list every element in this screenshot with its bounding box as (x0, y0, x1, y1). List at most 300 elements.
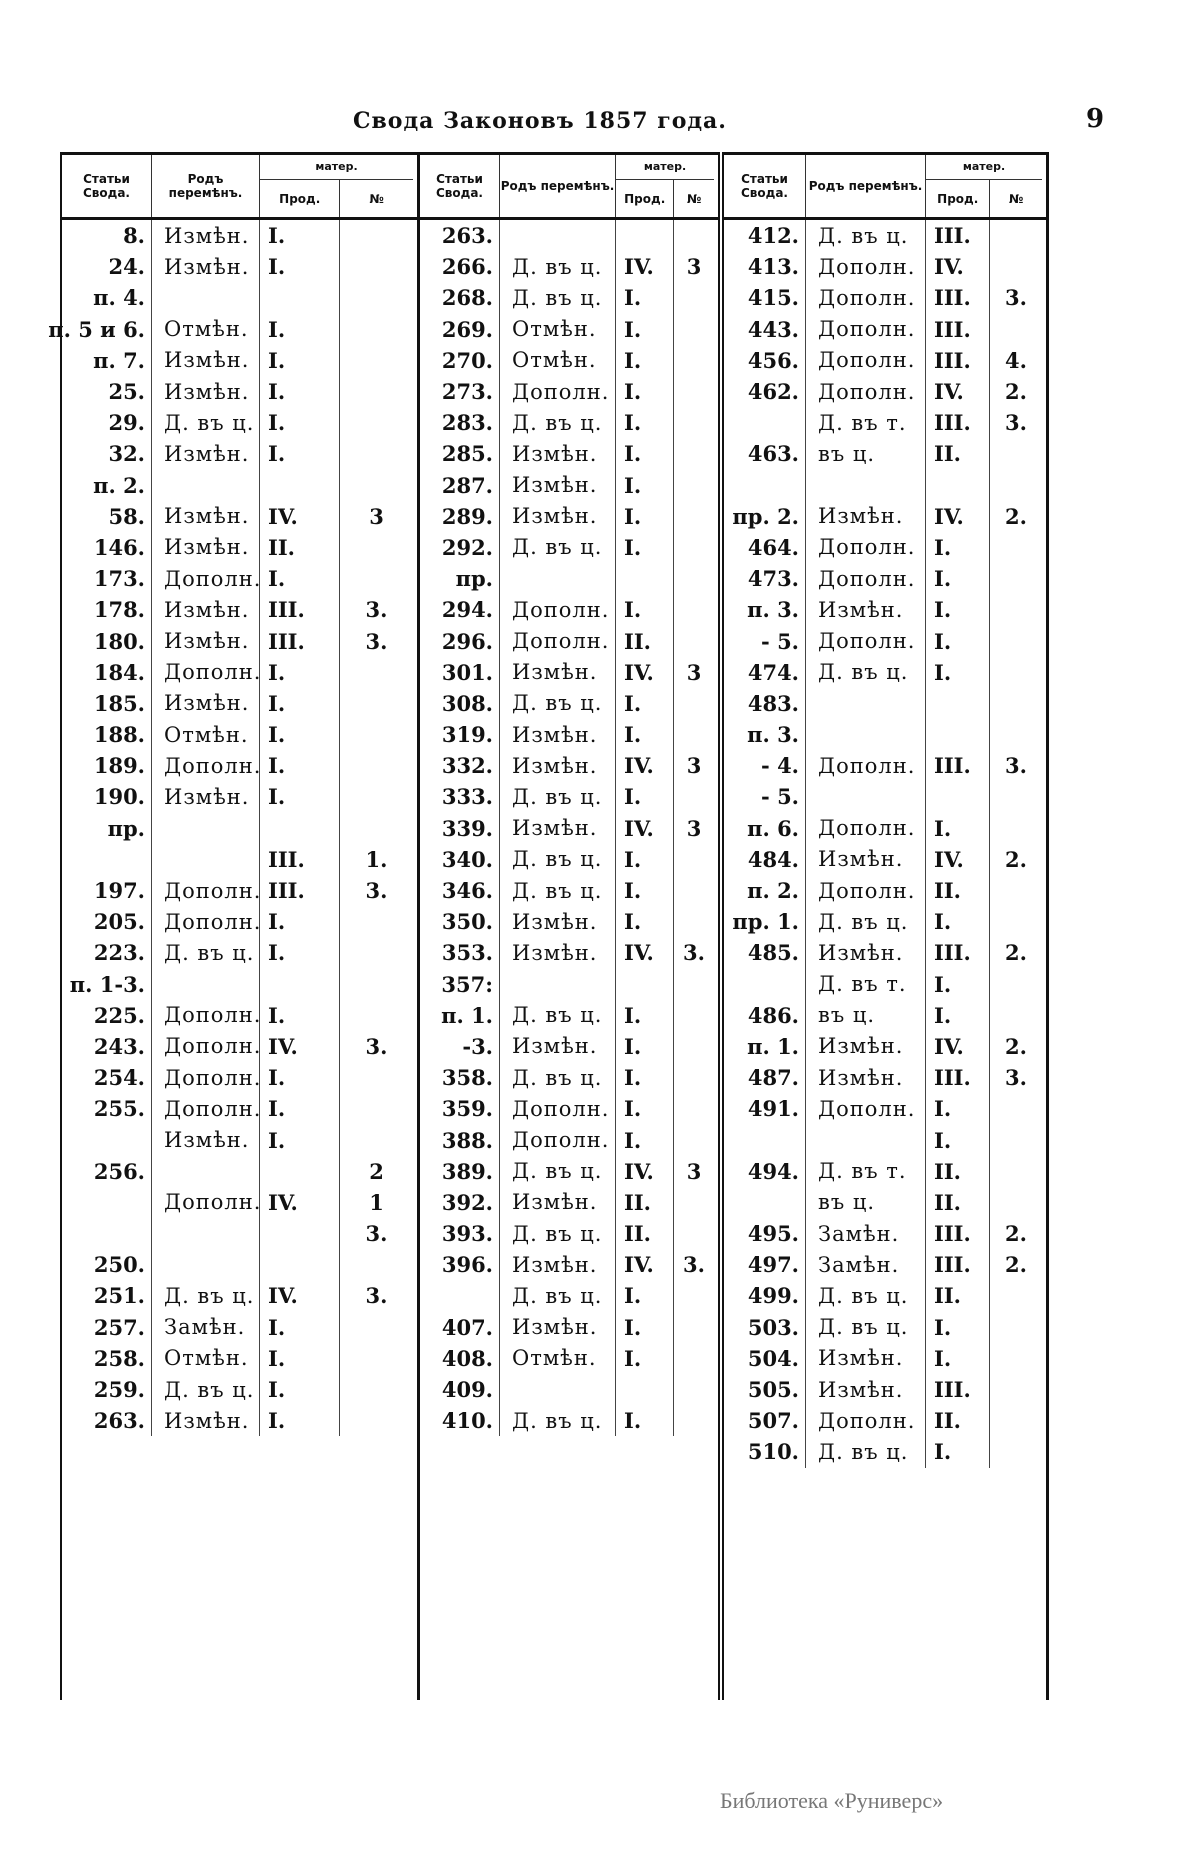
header-group (260, 155, 413, 217)
prod-cell: IV. (616, 1156, 674, 1187)
table-row (724, 719, 1046, 750)
table-row (724, 1405, 1046, 1436)
header-group (616, 155, 714, 217)
number-cell: 2. (1005, 1252, 1027, 1278)
header-change-type: Родъ перемѣнъ. (152, 155, 260, 217)
change-type-cell: Д. въ ц. (806, 1312, 926, 1343)
prod-cell: I. (260, 1093, 340, 1124)
table-row (62, 750, 417, 781)
number-cell (340, 1374, 413, 1405)
number-cell (990, 1405, 1042, 1436)
number-cell (340, 1093, 413, 1124)
number-cell: 2. (1005, 379, 1027, 405)
article-cell: 494. (724, 1156, 806, 1187)
prod-cell (260, 1156, 340, 1187)
number-cell (340, 251, 413, 282)
header-no: № (686, 191, 702, 206)
table-row (724, 1000, 1046, 1031)
number-cell (674, 1062, 714, 1093)
number-cell (990, 719, 1042, 750)
article-cell: 29. (62, 407, 152, 438)
table-row (420, 251, 718, 282)
change-type-cell: Измѣн. (152, 438, 260, 469)
article-cell: 25. (62, 376, 152, 407)
prod-cell: III. (260, 844, 340, 875)
table-row (724, 1249, 1046, 1280)
number-cell: 3 (686, 815, 702, 841)
table-row (724, 532, 1046, 563)
change-type-cell: Д. въ т. (806, 969, 926, 1000)
number-cell (674, 594, 714, 625)
article-cell: 495. (724, 1218, 806, 1249)
prod-cell: IV. (926, 376, 990, 407)
table-row (724, 1093, 1046, 1124)
prod-cell: II. (260, 532, 340, 563)
change-type-cell (152, 282, 260, 313)
table-row (724, 969, 1046, 1000)
change-type-cell: Измѣн. (500, 750, 616, 781)
table-row (62, 813, 417, 844)
prod-cell: IV. (616, 251, 674, 282)
prod-cell: III. (926, 345, 990, 376)
number-cell (340, 1249, 413, 1280)
number-cell (340, 563, 413, 594)
article-cell: 333. (420, 781, 500, 812)
table-row (724, 501, 1046, 532)
number-cell (990, 563, 1042, 594)
prod-cell: I. (260, 1062, 340, 1093)
table-row (420, 781, 718, 812)
table-row (420, 1000, 718, 1031)
table-row (62, 251, 417, 282)
article-cell: 462. (724, 376, 806, 407)
prod-cell: II. (616, 625, 674, 656)
article-cell (724, 1187, 806, 1218)
article-cell (724, 969, 806, 1000)
change-type-cell: Дополн. (152, 1062, 260, 1093)
prod-cell: I. (616, 1312, 674, 1343)
number-cell (990, 1124, 1042, 1155)
prod-cell: I. (616, 719, 674, 750)
table-row (724, 781, 1046, 812)
number-cell (990, 1156, 1042, 1187)
prod-cell (616, 969, 674, 1000)
article-cell: 184. (62, 657, 152, 688)
article-cell: п. 1-3. (62, 969, 152, 1000)
number-cell (674, 1093, 714, 1124)
change-type-cell: Д. въ т. (806, 407, 926, 438)
number-cell (674, 438, 714, 469)
prod-cell: IV. (616, 657, 674, 688)
table-row (420, 594, 718, 625)
prod-cell: IV. (926, 251, 990, 282)
table-row (724, 625, 1046, 656)
article-cell: 263. (62, 1405, 152, 1436)
prod-cell: I. (616, 1343, 674, 1374)
article-cell: 497. (724, 1249, 806, 1280)
table-row (62, 532, 417, 563)
change-type-cell: Д. въ ц. (500, 532, 616, 563)
table-row (62, 376, 417, 407)
number-cell: 3. (365, 878, 388, 904)
article-cell: 250. (62, 1249, 152, 1280)
prod-cell: III. (926, 314, 990, 345)
article-cell: 225. (62, 1000, 152, 1031)
prod-cell: I. (616, 781, 674, 812)
number-cell: 1. (365, 846, 388, 872)
article-cell: 259. (62, 1374, 152, 1405)
change-type-cell: Измѣн. (152, 1405, 260, 1436)
change-type-cell: Дополн. (152, 750, 260, 781)
article-cell: 483. (724, 688, 806, 719)
prod-cell: I. (616, 1000, 674, 1031)
article-cell: 308. (420, 688, 500, 719)
header-change-type: Родъ перемѣнъ. (806, 155, 926, 217)
article-cell: 505. (724, 1374, 806, 1405)
change-type-cell: Отмѣн. (500, 314, 616, 345)
article-cell: 173. (62, 563, 152, 594)
article-cell: пр. (62, 813, 152, 844)
number-cell: 3 (686, 659, 702, 685)
change-type-cell: Измѣн. (152, 220, 260, 251)
number-cell (340, 345, 413, 376)
prod-cell: I. (926, 563, 990, 594)
change-type-cell: Д. въ ц. (500, 1062, 616, 1093)
article-cell: п. 4. (62, 282, 152, 313)
prod-cell: II. (926, 1187, 990, 1218)
table-row (420, 438, 718, 469)
change-type-cell: Д. въ ц. (806, 1280, 926, 1311)
prod-cell: I. (616, 688, 674, 719)
article-cell: 197. (62, 875, 152, 906)
change-type-cell: Д. въ т. (806, 1156, 926, 1187)
table-row (724, 813, 1046, 844)
table-row (724, 376, 1046, 407)
change-type-cell: Д. въ ц. (152, 407, 260, 438)
table-row (62, 594, 417, 625)
table-row (420, 844, 718, 875)
article-cell: 251. (62, 1280, 152, 1311)
article-cell: 256. (62, 1156, 152, 1187)
number-cell (990, 1374, 1042, 1405)
table-row (724, 438, 1046, 469)
number-cell (674, 470, 714, 501)
number-cell (674, 906, 714, 937)
table-row (420, 719, 718, 750)
number-cell: 2. (1005, 1033, 1027, 1059)
change-type-cell: Дополн. (806, 251, 926, 282)
number-cell: 3. (1005, 410, 1027, 436)
article-cell: 412. (724, 220, 806, 251)
number-cell: 3 (369, 503, 384, 529)
prod-cell: IV. (616, 937, 674, 968)
prod-cell: I. (926, 625, 990, 656)
number-cell (340, 1000, 413, 1031)
change-type-cell: Измѣн. (500, 438, 616, 469)
number-cell: 2. (1005, 940, 1027, 966)
article-cell: пр. 1. (724, 906, 806, 937)
change-type-cell: Измѣн. (152, 501, 260, 532)
change-type-cell: Дополн. (152, 1000, 260, 1031)
header-no: № (369, 191, 384, 206)
change-type-cell (152, 813, 260, 844)
table-row (62, 1312, 417, 1343)
table-row (724, 1187, 1046, 1218)
table-row (724, 1156, 1046, 1187)
prod-cell: I. (616, 345, 674, 376)
table-row (62, 407, 417, 438)
change-type-cell: Д. въ ц. (152, 937, 260, 968)
header-article: Статьи Свода. (62, 155, 152, 217)
table-header (724, 152, 1046, 220)
change-type-cell (500, 1374, 616, 1405)
number-cell (674, 314, 714, 345)
table-row (724, 220, 1046, 251)
table-row (62, 844, 417, 875)
article-cell: 485. (724, 937, 806, 968)
number-cell: 3 (686, 753, 702, 779)
number-cell (340, 438, 413, 469)
change-type-cell (500, 220, 616, 251)
table-row (724, 470, 1046, 501)
article-cell: 392. (420, 1187, 500, 1218)
table-row (62, 1187, 417, 1218)
number-cell: 3 (686, 254, 702, 280)
article-cell: 266. (420, 251, 500, 282)
number-cell (990, 875, 1042, 906)
table-row (62, 470, 417, 501)
prod-cell: I. (260, 1124, 340, 1155)
table-rows (420, 220, 718, 1436)
change-type-cell: Дополн. (152, 1093, 260, 1124)
change-type-cell: Дополн. (806, 1405, 926, 1436)
table-row (420, 1187, 718, 1218)
change-type-cell: Измѣн. (152, 688, 260, 719)
change-type-cell: Измѣн. (500, 657, 616, 688)
prod-cell: I. (926, 969, 990, 1000)
table-row (62, 625, 417, 656)
number-cell (990, 781, 1042, 812)
prod-cell: IV. (926, 501, 990, 532)
header-article: Статьи Свода. (724, 155, 806, 217)
table-row (724, 937, 1046, 968)
number-cell (674, 1280, 714, 1311)
table-row (62, 563, 417, 594)
number-cell (674, 1374, 714, 1405)
article-cell: 388. (420, 1124, 500, 1155)
table-row (724, 407, 1046, 438)
number-cell (990, 1093, 1042, 1124)
prod-cell: III. (926, 1062, 990, 1093)
change-type-cell: Д. въ ц. (500, 844, 616, 875)
table-row (420, 220, 718, 251)
table-row (62, 1124, 417, 1155)
article-cell: 270. (420, 345, 500, 376)
number-cell (340, 1343, 413, 1374)
article-cell: 408. (420, 1343, 500, 1374)
prod-cell: IV. (616, 750, 674, 781)
change-type-cell: Д. въ ц. (500, 875, 616, 906)
article-cell: 285. (420, 438, 500, 469)
article-cell: 268. (420, 282, 500, 313)
table-row (62, 1218, 417, 1249)
table-row (62, 969, 417, 1000)
prod-cell: I. (260, 719, 340, 750)
change-type-cell (806, 688, 926, 719)
header-no: № (1009, 191, 1024, 206)
change-type-cell: Дополн. (500, 625, 616, 656)
change-type-cell (152, 969, 260, 1000)
prod-cell (260, 1218, 340, 1249)
change-type-cell: Измѣн. (500, 937, 616, 968)
change-type-cell: Д. въ ц. (806, 220, 926, 251)
article-cell: 359. (420, 1093, 500, 1124)
prod-cell: I. (260, 251, 340, 282)
number-cell: 3. (365, 628, 388, 654)
change-type-cell: Дополн. (806, 750, 926, 781)
change-type-cell (152, 1249, 260, 1280)
prod-cell: II. (926, 1280, 990, 1311)
number-cell (674, 532, 714, 563)
number-cell: 2. (1005, 1221, 1027, 1247)
number-cell (990, 1312, 1042, 1343)
table-row (420, 1405, 718, 1436)
article-cell: п. 2. (724, 875, 806, 906)
prod-cell: I. (616, 376, 674, 407)
prod-cell: II. (616, 1187, 674, 1218)
change-type-cell (806, 781, 926, 812)
prod-cell: III. (260, 625, 340, 656)
change-type-cell: Отмѣн. (152, 314, 260, 345)
change-type-cell: Дополн. (152, 906, 260, 937)
prod-cell: III. (926, 1374, 990, 1405)
change-type-cell (500, 969, 616, 1000)
table-row (420, 563, 718, 594)
article-cell: 486. (724, 1000, 806, 1031)
article-cell: 180. (62, 625, 152, 656)
number-cell (674, 688, 714, 719)
number-cell (340, 532, 413, 563)
table-row (62, 937, 417, 968)
prod-cell: I. (926, 594, 990, 625)
change-type-cell: Замѣн. (806, 1218, 926, 1249)
prod-cell: III. (260, 594, 340, 625)
prod-cell (260, 282, 340, 313)
prod-cell: I. (616, 470, 674, 501)
prod-cell: I. (616, 407, 674, 438)
table-row (62, 719, 417, 750)
article-cell (62, 1124, 152, 1155)
article-cell: 185. (62, 688, 152, 719)
prod-cell (260, 470, 340, 501)
number-cell (340, 470, 413, 501)
number-cell (990, 438, 1042, 469)
header-group-label: матер. (926, 155, 1042, 180)
change-type-cell (152, 470, 260, 501)
article-cell: 190. (62, 781, 152, 812)
prod-cell: I. (260, 220, 340, 251)
article-cell: 510. (724, 1436, 806, 1467)
change-type-cell: Дополн. (152, 657, 260, 688)
number-cell (674, 1124, 714, 1155)
prod-cell: I. (616, 906, 674, 937)
change-type-cell (806, 719, 926, 750)
table-row (724, 750, 1046, 781)
table-row (724, 1062, 1046, 1093)
article-cell: - 5. (724, 625, 806, 656)
article-cell: 463. (724, 438, 806, 469)
table-row (62, 1156, 417, 1187)
number-cell (674, 376, 714, 407)
article-cell: 257. (62, 1312, 152, 1343)
article-cell: 353. (420, 937, 500, 968)
prod-cell: I. (926, 1436, 990, 1467)
number-cell (674, 625, 714, 656)
table-row (420, 688, 718, 719)
change-type-cell: Отмѣн. (500, 1343, 616, 1374)
change-type-cell: Дополн. (152, 875, 260, 906)
number-cell (990, 1343, 1042, 1374)
number-cell: 2 (369, 1158, 384, 1184)
change-type-cell: Измѣн. (500, 1312, 616, 1343)
change-type-cell: Измѣн. (806, 844, 926, 875)
number-cell (990, 594, 1042, 625)
number-cell (674, 563, 714, 594)
prod-cell (260, 1249, 340, 1280)
prod-cell: I. (260, 314, 340, 345)
number-cell (674, 969, 714, 1000)
article-cell: 407. (420, 1312, 500, 1343)
table-row (724, 563, 1046, 594)
prod-cell: I. (926, 1093, 990, 1124)
change-type-cell (152, 1156, 260, 1187)
table-row (62, 781, 417, 812)
article-cell: 223. (62, 937, 152, 968)
article-cell: 269. (420, 314, 500, 345)
table-row (724, 1312, 1046, 1343)
table-row (724, 688, 1046, 719)
article-cell: - 4. (724, 750, 806, 781)
prod-cell: I. (616, 1062, 674, 1093)
prod-cell: IV. (260, 501, 340, 532)
change-type-cell: Дополн. (806, 625, 926, 656)
change-type-cell: Измѣн. (152, 376, 260, 407)
table-row (62, 657, 417, 688)
header-prod: Прод. (260, 180, 340, 217)
table-row (62, 1249, 417, 1280)
header-group (926, 155, 1042, 217)
change-type-cell: Дополн. (806, 314, 926, 345)
number-cell: 3. (365, 1221, 388, 1247)
change-type-cell: Замѣн. (806, 1249, 926, 1280)
header-change-type: Родъ перемѣнъ. (500, 155, 616, 217)
table-row (724, 1031, 1046, 1062)
number-cell (990, 969, 1042, 1000)
table-rows (48, 220, 417, 1436)
table-row (420, 282, 718, 313)
number-cell: 2. (1005, 846, 1027, 872)
prod-cell: I. (616, 1280, 674, 1311)
article-cell (724, 1124, 806, 1155)
prod-cell: I. (616, 501, 674, 532)
article-cell: 8. (62, 220, 152, 251)
index-table-3 (722, 152, 1049, 1700)
change-type-cell: Измѣн. (500, 501, 616, 532)
prod-cell (616, 563, 674, 594)
article-cell: 263. (420, 220, 500, 251)
prod-cell: III. (926, 937, 990, 968)
number-cell (340, 906, 413, 937)
